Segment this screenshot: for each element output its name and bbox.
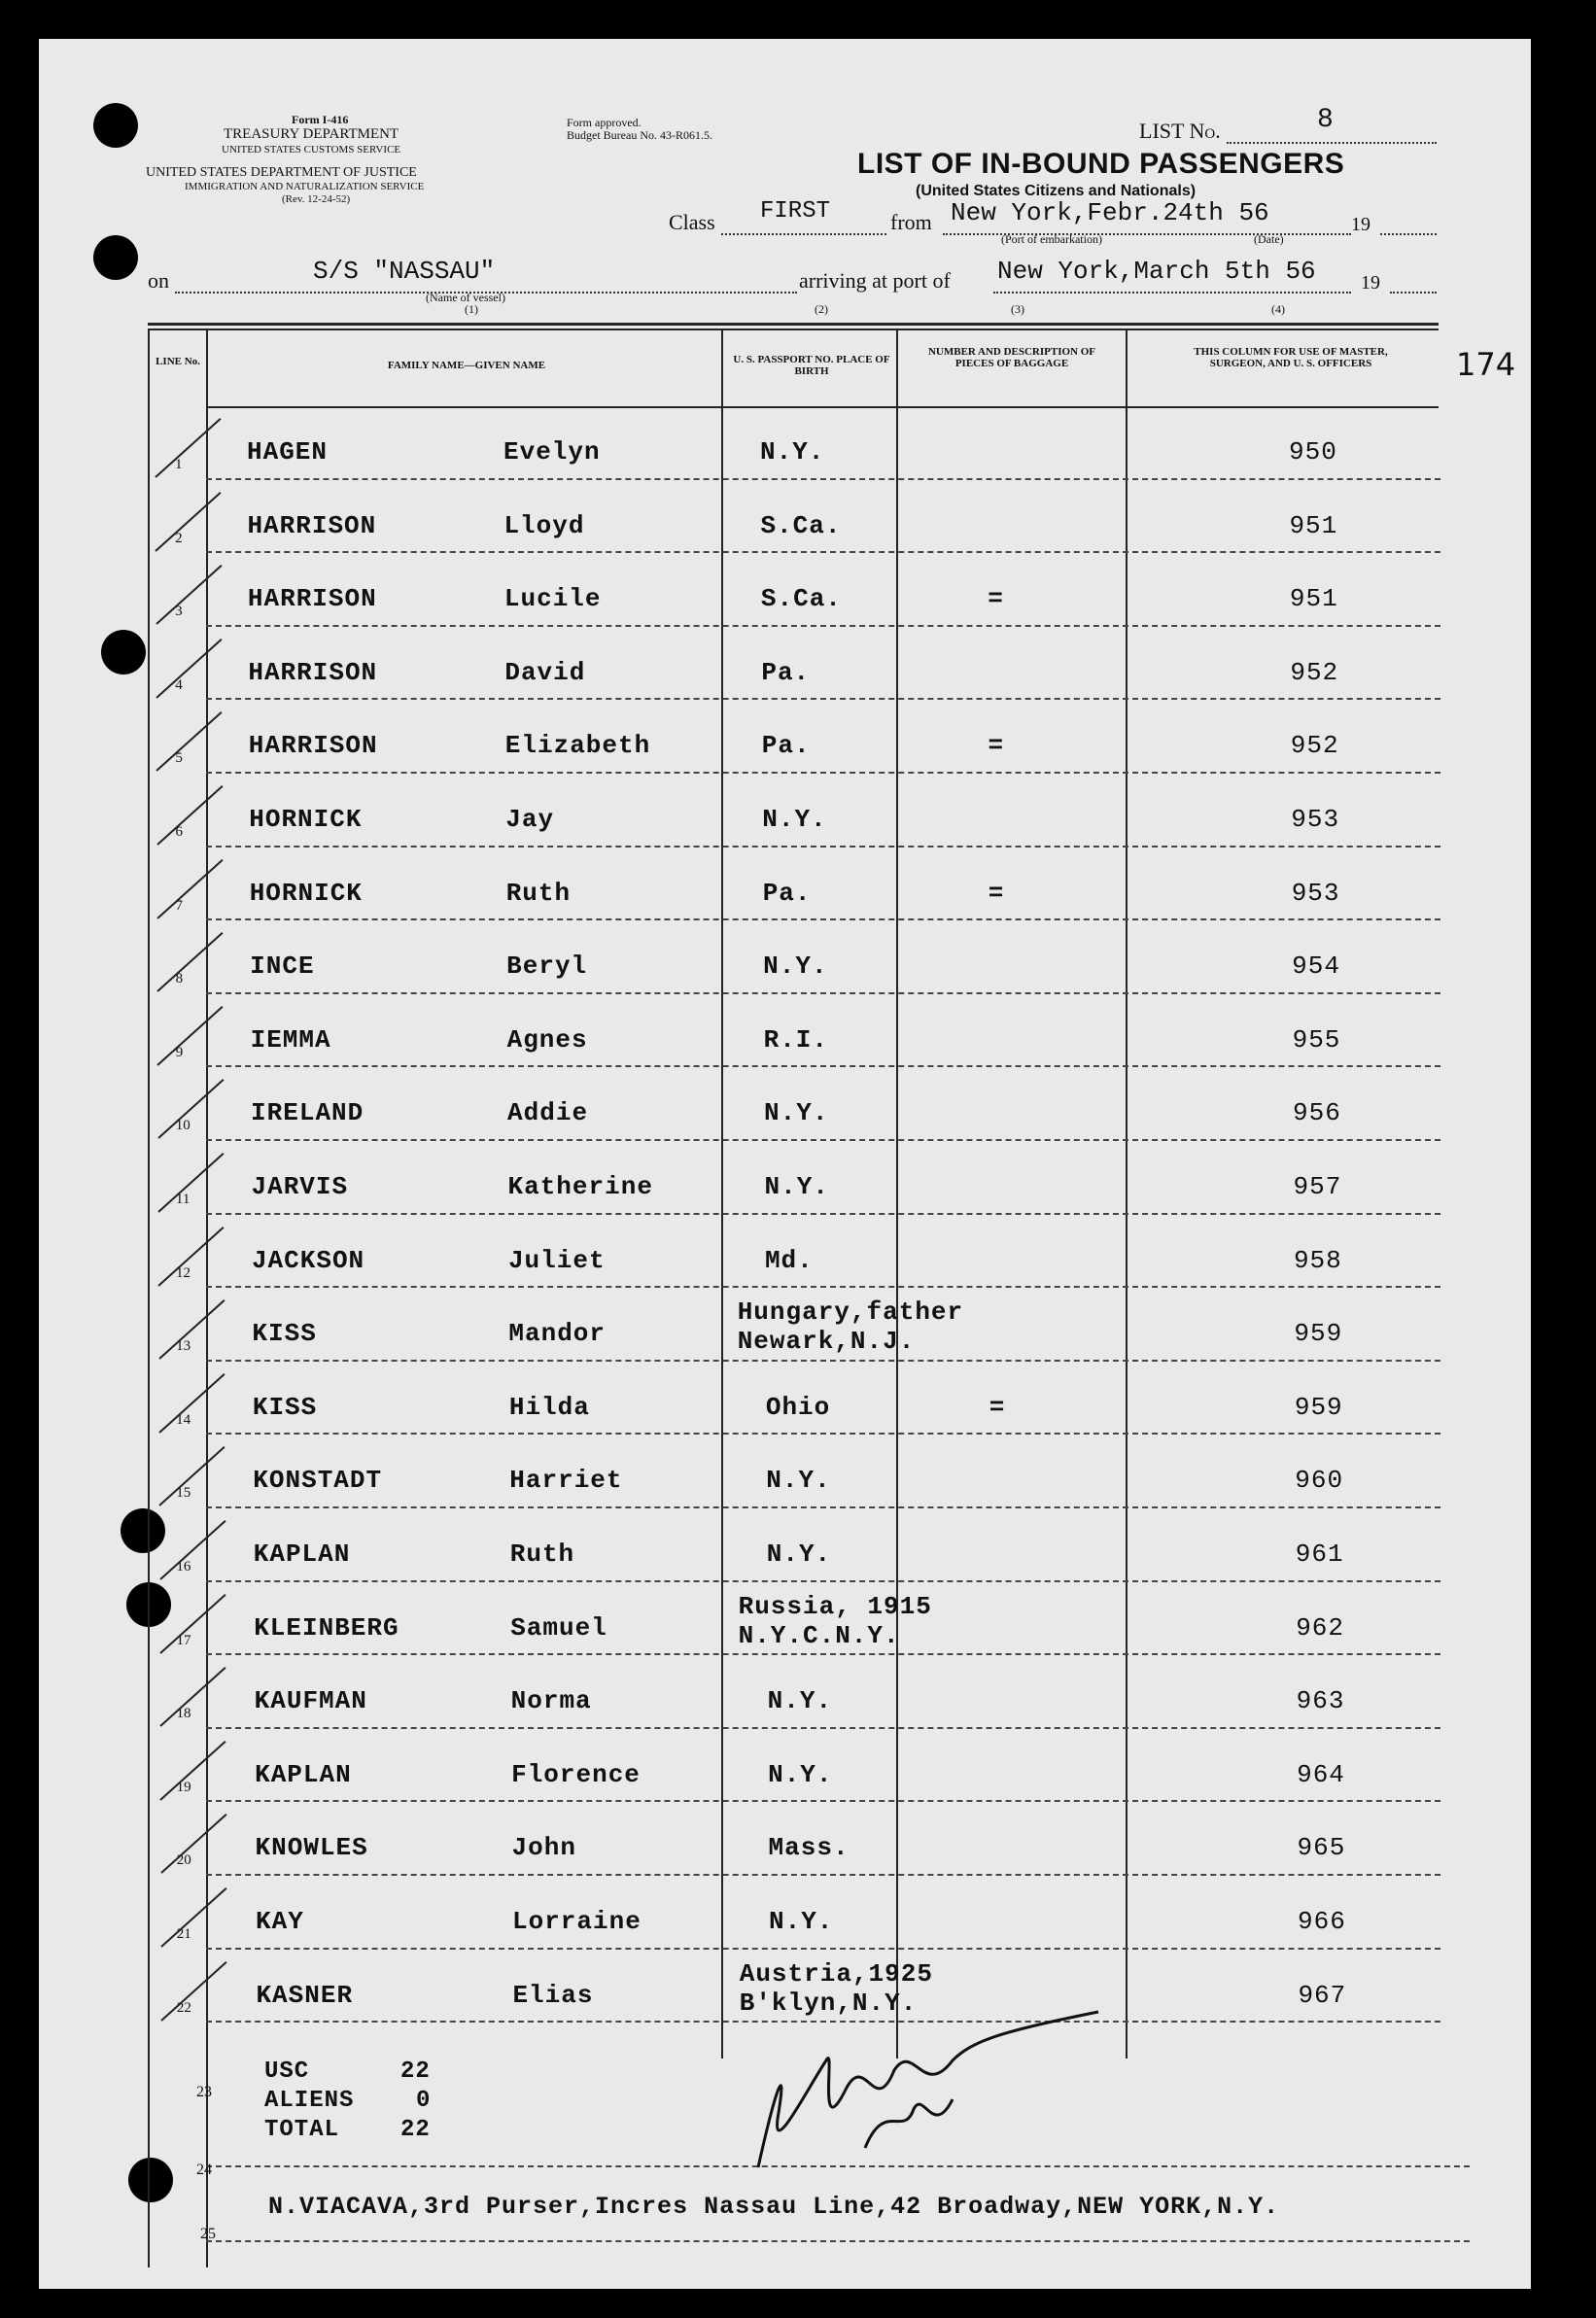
table-left-border	[148, 329, 150, 2267]
given-name: Juliet	[507, 1246, 606, 1275]
line-number: 15	[176, 1485, 191, 1501]
from-value: New York,Febr.24th 56	[951, 198, 1269, 227]
vessel-name: S/S "NASSAU"	[313, 257, 496, 286]
given-name: Florence	[511, 1760, 641, 1789]
row-separator	[206, 846, 1440, 848]
customs-service: UNITED STATES CUSTOMS SERVICE	[222, 144, 401, 156]
line-number: 4	[175, 677, 183, 693]
line-number: 20	[176, 1852, 191, 1868]
row-separator	[206, 551, 1440, 553]
place-of-birth: N.Y.	[760, 437, 825, 467]
budget-bureau: Budget Bureau No. 43-R061.5.	[567, 128, 712, 142]
row-separator	[206, 772, 1440, 774]
row-separator	[206, 625, 1440, 627]
row-separator	[206, 1800, 1440, 1802]
place-of-birth: N.Y.	[769, 1907, 834, 1936]
given-name: Katherine	[507, 1172, 653, 1201]
family-name: HARRISON	[247, 584, 377, 613]
family-name: HARRISON	[248, 731, 378, 760]
line-number: 11	[175, 1192, 191, 1207]
family-name: KISS	[252, 1393, 318, 1422]
family-name: KLEINBERG	[254, 1613, 399, 1643]
given-name: Hilda	[508, 1393, 590, 1422]
revision-date: (Rev. 12-24-52)	[282, 193, 351, 205]
officer-number: 963	[1296, 1686, 1345, 1715]
place-of-birth: Russia, 1915	[738, 1592, 932, 1621]
line-number: 19	[176, 1780, 191, 1795]
officer-number: 966	[1298, 1907, 1346, 1936]
given-name: Norma	[510, 1686, 592, 1715]
officer-number: 955	[1292, 1025, 1341, 1055]
family-name: KAPLAN	[255, 1760, 352, 1789]
family-name: KAPLAN	[253, 1540, 351, 1569]
date-caption: (Date)	[1254, 232, 1284, 246]
row-separator	[206, 992, 1440, 994]
aliens-value: 0	[416, 2088, 432, 2114]
family-name: KASNER	[256, 1981, 354, 2010]
baggage-ditto: =	[989, 1393, 1006, 1422]
row-separator	[206, 1065, 1440, 1067]
officer-number: 952	[1290, 731, 1339, 760]
place-of-birth: Pa.	[761, 658, 811, 687]
place-of-birth: N.Y.	[764, 1098, 829, 1127]
purser-signature-line: N.VIACAVA,3rd Purser,Incres Nassau Line,42 Broadway,NEW YORK,N.Y.	[268, 2193, 1280, 2221]
row-separator	[206, 1874, 1440, 1876]
line-number: 12	[175, 1265, 191, 1281]
line-number: 17	[176, 1633, 191, 1648]
given-name: Samuel	[510, 1613, 607, 1643]
line-number: 2	[175, 531, 183, 546]
row-separator	[206, 1653, 1440, 1655]
family-name: HORNICK	[249, 805, 363, 834]
given-name: Harriet	[509, 1466, 623, 1495]
line-number: 16	[176, 1559, 191, 1574]
usc-label: USC	[264, 2059, 310, 2085]
class-value: FIRST	[760, 198, 831, 225]
given-name: Addie	[507, 1098, 589, 1127]
family-name: HARRISON	[248, 658, 378, 687]
row-separator	[206, 1506, 1440, 1508]
name-column-divider	[721, 329, 723, 2059]
caption-1: (1)	[465, 302, 478, 316]
family-name: HARRISON	[247, 511, 377, 540]
column-header-baggage: NUMBER AND DESCRIPTION OF PIECES OF BAGGAGE	[927, 346, 1096, 369]
given-name: Ruth	[505, 879, 572, 908]
given-name: Mandor	[508, 1319, 607, 1348]
row-separator	[206, 1286, 1440, 1288]
caption-3: (3)	[1011, 302, 1024, 316]
header-bottom-border	[206, 406, 1439, 408]
row-separator	[206, 918, 1440, 920]
treasury-department: TREASURY DEPARTMENT	[224, 126, 399, 142]
place-of-birth: S.Ca.	[760, 511, 842, 540]
officer-number: 952	[1290, 658, 1339, 687]
place-of-birth: Hungary,father	[737, 1297, 964, 1327]
line-number: 8	[175, 971, 184, 986]
binder-hole	[101, 630, 146, 675]
row-separator	[206, 1433, 1440, 1435]
officer-number: 959	[1294, 1393, 1343, 1422]
passport-column-divider	[896, 329, 898, 2059]
family-name: KAY	[256, 1907, 304, 1936]
place-of-birth: N.Y.	[762, 805, 827, 834]
row-separator	[206, 1139, 1440, 1141]
officer-number: 953	[1291, 805, 1340, 834]
column-header-passport: U. S. PASSPORT NO. PLACE OF BIRTH	[733, 354, 890, 377]
list-number-underline	[1227, 142, 1437, 144]
baggage-ditto: =	[988, 879, 1005, 908]
officer-number: 961	[1295, 1540, 1344, 1569]
caption-4: (4)	[1271, 302, 1285, 316]
margin-number: 174	[1456, 346, 1516, 383]
family-name: HORNICK	[249, 879, 363, 908]
place-of-birth: S.Ca.	[760, 584, 842, 613]
family-name: KAUFMAN	[254, 1686, 367, 1715]
family-name: JACKSON	[251, 1246, 365, 1275]
place-of-birth: R.I.	[763, 1025, 829, 1055]
port-caption: (Port of embarkation)	[1001, 232, 1102, 246]
list-number-value: 8	[1317, 105, 1334, 135]
officer-number: 957	[1293, 1172, 1342, 1201]
arriving-year-suffix: 19	[1361, 272, 1380, 294]
officer-number: 959	[1294, 1319, 1343, 1348]
given-name: Beryl	[506, 951, 588, 981]
given-name: Evelyn	[503, 437, 601, 467]
table-top-border	[148, 323, 1439, 326]
place-of-birth: Pa.	[761, 731, 811, 760]
baggage-ditto: =	[988, 584, 1004, 613]
officer-number: 958	[1293, 1246, 1342, 1275]
given-name: John	[511, 1833, 576, 1862]
line-number: 6	[175, 824, 183, 840]
family-name: IRELAND	[251, 1098, 364, 1127]
total-value: 22	[400, 2117, 431, 2143]
place-of-birth: Pa.	[762, 879, 812, 908]
line-number-24: 24	[196, 2162, 212, 2178]
immigration-service: IMMIGRATION AND NATURALIZATION SERVICE	[185, 181, 425, 192]
from-label: from	[890, 210, 932, 234]
binder-hole	[128, 2158, 173, 2202]
given-name: Lucile	[503, 584, 602, 613]
line-number-25: 25	[200, 2226, 216, 2242]
column-header-name: FAMILY NAME—GIVEN NAME	[387, 360, 546, 371]
officer-number: 956	[1293, 1098, 1341, 1127]
table-top-border-2	[148, 329, 1439, 330]
line-number: 22	[176, 2000, 191, 2016]
given-name: Elizabeth	[504, 731, 651, 760]
officer-number: 951	[1289, 584, 1338, 613]
place-of-birth-line-2: B'klyn,N.Y.	[739, 1989, 918, 2018]
form-number: Form I-416	[292, 113, 349, 126]
list-number-label: LIST No.	[1139, 119, 1221, 143]
row-separator	[206, 478, 1440, 480]
year-suffix: 19	[1351, 214, 1370, 235]
vessel-caption: (Name of vessel)	[426, 291, 505, 304]
row-separator	[206, 1727, 1440, 1729]
arriving-underline	[993, 292, 1351, 294]
place-of-birth: Ohio	[765, 1393, 831, 1422]
column-header-officers: THIS COLUMN FOR USE OF MASTER, SURGEON, AND U. S. OFFICERS	[1194, 346, 1388, 369]
line-number: 13	[176, 1338, 191, 1354]
place-of-birth: Mass.	[768, 1833, 850, 1862]
place-of-birth: Austria,1925	[739, 1959, 933, 1989]
row-separator	[206, 1580, 1440, 1582]
column-header-line: LINE No.	[156, 356, 200, 367]
line-number-23: 23	[196, 2084, 212, 2100]
given-name: Elias	[512, 1981, 594, 2010]
given-name: Lorraine	[512, 1907, 642, 1936]
on-label: on	[148, 268, 169, 293]
family-name: IEMMA	[250, 1025, 331, 1055]
family-name: KISS	[252, 1319, 317, 1348]
line-number: 18	[176, 1706, 191, 1721]
place-of-birth: N.Y.	[766, 1466, 831, 1495]
line-number: 7	[175, 898, 184, 914]
place-of-birth: N.Y.	[763, 951, 828, 981]
family-name: KNOWLES	[255, 1833, 368, 1862]
family-name: JARVIS	[251, 1172, 349, 1201]
given-name: Lloyd	[503, 511, 585, 540]
place-of-birth: Md.	[764, 1246, 814, 1275]
aliens-label: ALIENS	[264, 2088, 355, 2114]
officer-number: 951	[1289, 511, 1338, 540]
total-label: TOTAL	[264, 2117, 340, 2143]
department-of-justice: UNITED STATES DEPARTMENT OF JUSTICE	[146, 165, 417, 180]
signature-scribble	[719, 2002, 1108, 2197]
line-number: 9	[175, 1045, 184, 1060]
given-name: Jay	[505, 805, 555, 834]
year-underline	[1380, 233, 1437, 235]
row-line-24	[206, 2240, 1470, 2242]
arriving-value: New York,March 5th 56	[997, 257, 1316, 286]
line-number: 5	[175, 750, 183, 766]
form-title: LIST OF IN-BOUND PASSENGERS	[857, 148, 1345, 180]
binder-hole	[121, 1508, 165, 1553]
officer-number: 967	[1298, 1981, 1347, 2010]
place-of-birth: N.Y.	[764, 1172, 829, 1201]
officer-number: 964	[1297, 1760, 1345, 1789]
class-label: Class	[669, 210, 715, 234]
officer-number: 950	[1289, 437, 1337, 467]
binder-hole	[93, 235, 138, 280]
row-separator	[206, 698, 1440, 700]
line-number: 14	[176, 1412, 191, 1428]
baggage-ditto: =	[988, 731, 1005, 760]
row-separator	[206, 1948, 1440, 1950]
baggage-column-divider	[1126, 329, 1128, 2059]
officer-number: 954	[1292, 951, 1340, 981]
officer-number: 953	[1291, 879, 1340, 908]
place-of-birth-line-2: Newark,N.J.	[737, 1327, 916, 1356]
line-number: 3	[175, 604, 183, 619]
arriving-year-underline	[1390, 292, 1437, 294]
arriving-label: arriving at port of	[799, 268, 951, 293]
place-of-birth: N.Y.	[767, 1686, 833, 1715]
family-name: KONSTADT	[253, 1466, 383, 1495]
officer-number: 965	[1297, 1833, 1346, 1862]
given-name: David	[504, 658, 586, 687]
usc-value: 22	[400, 2059, 431, 2085]
caption-2: (2)	[815, 302, 828, 316]
form-approved: Form approved.	[567, 116, 642, 129]
line-number: 10	[175, 1118, 191, 1133]
officer-number: 960	[1295, 1466, 1344, 1495]
given-name: Agnes	[506, 1025, 588, 1055]
form-subtitle: (United States Citizens and Nationals)	[916, 183, 1197, 199]
given-name: Ruth	[509, 1540, 575, 1569]
family-name: HAGEN	[247, 437, 329, 467]
class-underline	[721, 233, 886, 235]
row-separator	[206, 1360, 1440, 1362]
officer-number: 962	[1296, 1613, 1344, 1643]
place-of-birth-line-2: N.Y.C.N.Y.	[738, 1621, 900, 1650]
binder-hole	[93, 103, 138, 148]
place-of-birth: N.Y.	[766, 1540, 832, 1569]
family-name: INCE	[250, 951, 315, 981]
line-number: 1	[175, 457, 183, 472]
row-separator	[206, 1213, 1440, 1215]
line-number: 21	[176, 1926, 191, 1942]
place-of-birth: N.Y.	[768, 1760, 833, 1789]
